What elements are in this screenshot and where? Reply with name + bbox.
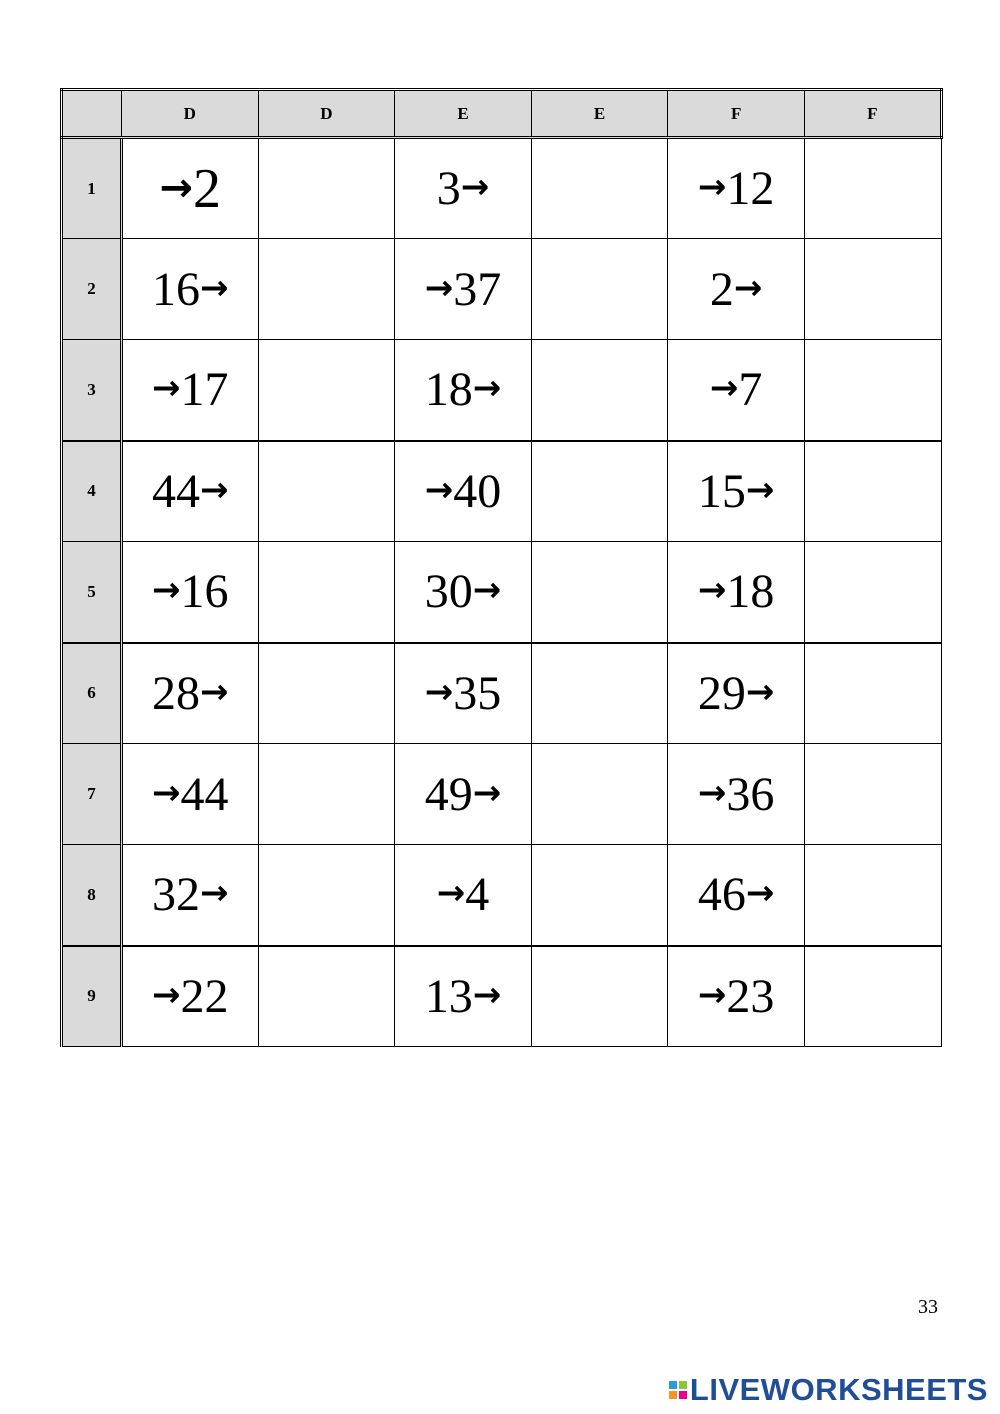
number-cell <box>122 744 259 845</box>
row-header: 5 <box>62 542 122 643</box>
logo-square <box>679 1391 687 1399</box>
cell-number: 22 <box>180 969 229 1023</box>
answer-cell[interactable] <box>531 239 668 340</box>
cell-number: 35 <box>453 666 502 720</box>
cell-number: 18 <box>424 363 473 417</box>
number-cell <box>668 239 805 340</box>
answer-cell[interactable] <box>531 946 668 1047</box>
answer-cell[interactable] <box>804 441 941 542</box>
brand-logo <box>669 1372 988 1408</box>
table-row <box>62 239 942 340</box>
logo-square <box>669 1381 677 1389</box>
arrow-right-icon: → <box>460 167 490 207</box>
number-cell <box>395 542 532 643</box>
number-cell <box>395 744 532 845</box>
arrow-right-icon: → <box>200 873 229 914</box>
cell-number: 40 <box>453 464 502 518</box>
number-cell <box>395 643 532 744</box>
cell-number: 36 <box>726 767 775 821</box>
column-header: E <box>531 90 668 138</box>
row-header: 1 <box>62 138 122 239</box>
answer-cell[interactable] <box>804 340 941 441</box>
cell-number: 29 <box>697 666 746 720</box>
cell-number: 46 <box>697 868 746 922</box>
arrow-right-icon: → <box>745 469 775 510</box>
number-cell <box>668 946 805 1047</box>
answer-cell[interactable] <box>804 845 941 946</box>
logo-square <box>679 1381 687 1389</box>
column-header-row <box>62 90 942 138</box>
answer-cell[interactable] <box>258 138 395 239</box>
number-cell <box>122 441 259 542</box>
table-row <box>62 441 942 542</box>
column-header: F <box>668 90 805 138</box>
arrow-right-icon: → <box>697 570 727 611</box>
cell-number: 18 <box>726 565 775 619</box>
arrow-right-icon: → <box>152 570 181 611</box>
arrow-right-icon: → <box>159 164 194 211</box>
table-row <box>62 744 942 845</box>
number-cell <box>395 138 532 239</box>
logo-square <box>669 1391 677 1399</box>
number-cell <box>668 138 805 239</box>
answer-cell[interactable] <box>258 239 395 340</box>
arrow-right-icon: → <box>472 570 502 611</box>
arrow-right-icon: → <box>697 974 727 1015</box>
number-cell <box>122 239 259 340</box>
cell-number: 16 <box>180 565 229 619</box>
answer-cell[interactable] <box>804 744 941 845</box>
number-cell <box>668 744 805 845</box>
answer-cell[interactable] <box>804 946 941 1047</box>
page-number: 33 <box>918 1296 938 1318</box>
number-cell <box>122 340 259 441</box>
table-row <box>62 643 942 744</box>
row-header: 7 <box>62 744 122 845</box>
arrow-right-icon: → <box>424 671 454 712</box>
arrow-right-icon: → <box>152 772 181 813</box>
arrow-right-icon: → <box>436 873 466 914</box>
number-cell <box>668 643 805 744</box>
number-cell <box>668 845 805 946</box>
arrow-right-icon: → <box>472 368 502 409</box>
table-row <box>62 946 942 1047</box>
arrow-right-icon: → <box>697 772 727 813</box>
column-header: F <box>804 90 941 138</box>
arrow-right-icon: → <box>200 469 229 510</box>
cell-number: 12 <box>726 162 775 215</box>
row-header: 9 <box>62 946 122 1047</box>
number-cell <box>122 946 259 1047</box>
number-cell <box>395 845 532 946</box>
number-cell <box>122 643 259 744</box>
worksheet-body <box>62 138 942 1047</box>
answer-cell[interactable] <box>804 138 941 239</box>
answer-cell[interactable] <box>258 441 395 542</box>
cell-number: 30 <box>424 565 473 619</box>
number-cell <box>668 340 805 441</box>
answer-cell[interactable] <box>804 239 941 340</box>
cell-number: 7 <box>738 363 763 417</box>
cell-number: 44 <box>180 767 229 821</box>
cell-number: 32 <box>152 868 201 922</box>
answer-cell[interactable] <box>531 441 668 542</box>
row-header: 2 <box>62 239 122 340</box>
cell-number: 37 <box>453 262 502 316</box>
answer-cell[interactable] <box>804 542 941 643</box>
liveworksheets-logo-icon <box>669 1381 687 1399</box>
column-header: E <box>395 90 532 138</box>
cell-number: 4 <box>465 868 490 922</box>
column-header: D <box>122 90 259 138</box>
worksheet-table <box>60 88 943 1047</box>
table-row <box>62 542 942 643</box>
number-cell <box>122 138 259 239</box>
arrow-right-icon: → <box>424 267 454 308</box>
answer-cell[interactable] <box>531 643 668 744</box>
arrow-right-icon: → <box>709 368 739 409</box>
arrow-right-icon: → <box>424 469 454 510</box>
number-cell <box>395 239 532 340</box>
number-cell <box>122 542 259 643</box>
row-header: 3 <box>62 340 122 441</box>
arrow-right-icon: → <box>152 974 181 1015</box>
table-row <box>62 340 942 441</box>
cell-number: 13 <box>424 969 473 1023</box>
arrow-right-icon: → <box>472 974 502 1015</box>
arrow-right-icon: → <box>697 167 727 207</box>
cell-number: 44 <box>152 464 201 518</box>
number-cell <box>395 340 532 441</box>
answer-cell[interactable] <box>531 340 668 441</box>
answer-cell[interactable] <box>258 340 395 441</box>
row-header: 4 <box>62 441 122 542</box>
arrow-right-icon: → <box>745 671 775 712</box>
cell-number: 2 <box>193 157 222 220</box>
number-cell <box>122 845 259 946</box>
answer-cell[interactable] <box>531 845 668 946</box>
number-cell <box>668 441 805 542</box>
answer-cell[interactable] <box>531 542 668 643</box>
cell-number: 23 <box>726 969 775 1023</box>
row-header: 8 <box>62 845 122 946</box>
arrow-right-icon: → <box>733 267 763 308</box>
column-header: D <box>258 90 395 138</box>
answer-cell[interactable] <box>258 845 395 946</box>
cell-number: 15 <box>697 464 746 518</box>
table-row <box>62 845 942 946</box>
cell-number: 17 <box>180 363 229 417</box>
answer-cell[interactable] <box>531 744 668 845</box>
arrow-right-icon: → <box>152 368 181 409</box>
arrow-right-icon: → <box>472 772 502 813</box>
number-cell <box>395 441 532 542</box>
corner-cell <box>62 90 122 138</box>
answer-cell[interactable] <box>258 542 395 643</box>
cell-number: 2 <box>709 262 734 316</box>
number-cell <box>395 946 532 1047</box>
answer-cell[interactable] <box>258 744 395 845</box>
answer-cell[interactable] <box>258 946 395 1047</box>
answer-cell[interactable] <box>804 643 941 744</box>
cell-number: 28 <box>152 666 201 720</box>
brand-name: LIVEWORKSHEETS <box>689 1372 988 1407</box>
arrow-right-icon: → <box>200 267 229 308</box>
answer-cell[interactable] <box>258 643 395 744</box>
row-header: 6 <box>62 643 122 744</box>
arrow-right-icon: → <box>200 671 229 712</box>
cell-number: 49 <box>424 767 473 821</box>
table-row <box>62 138 942 239</box>
arrow-right-icon: → <box>745 873 775 914</box>
cell-number: 3 <box>436 162 461 215</box>
cell-number: 16 <box>152 262 201 316</box>
number-cell <box>668 542 805 643</box>
answer-cell[interactable] <box>531 138 668 239</box>
